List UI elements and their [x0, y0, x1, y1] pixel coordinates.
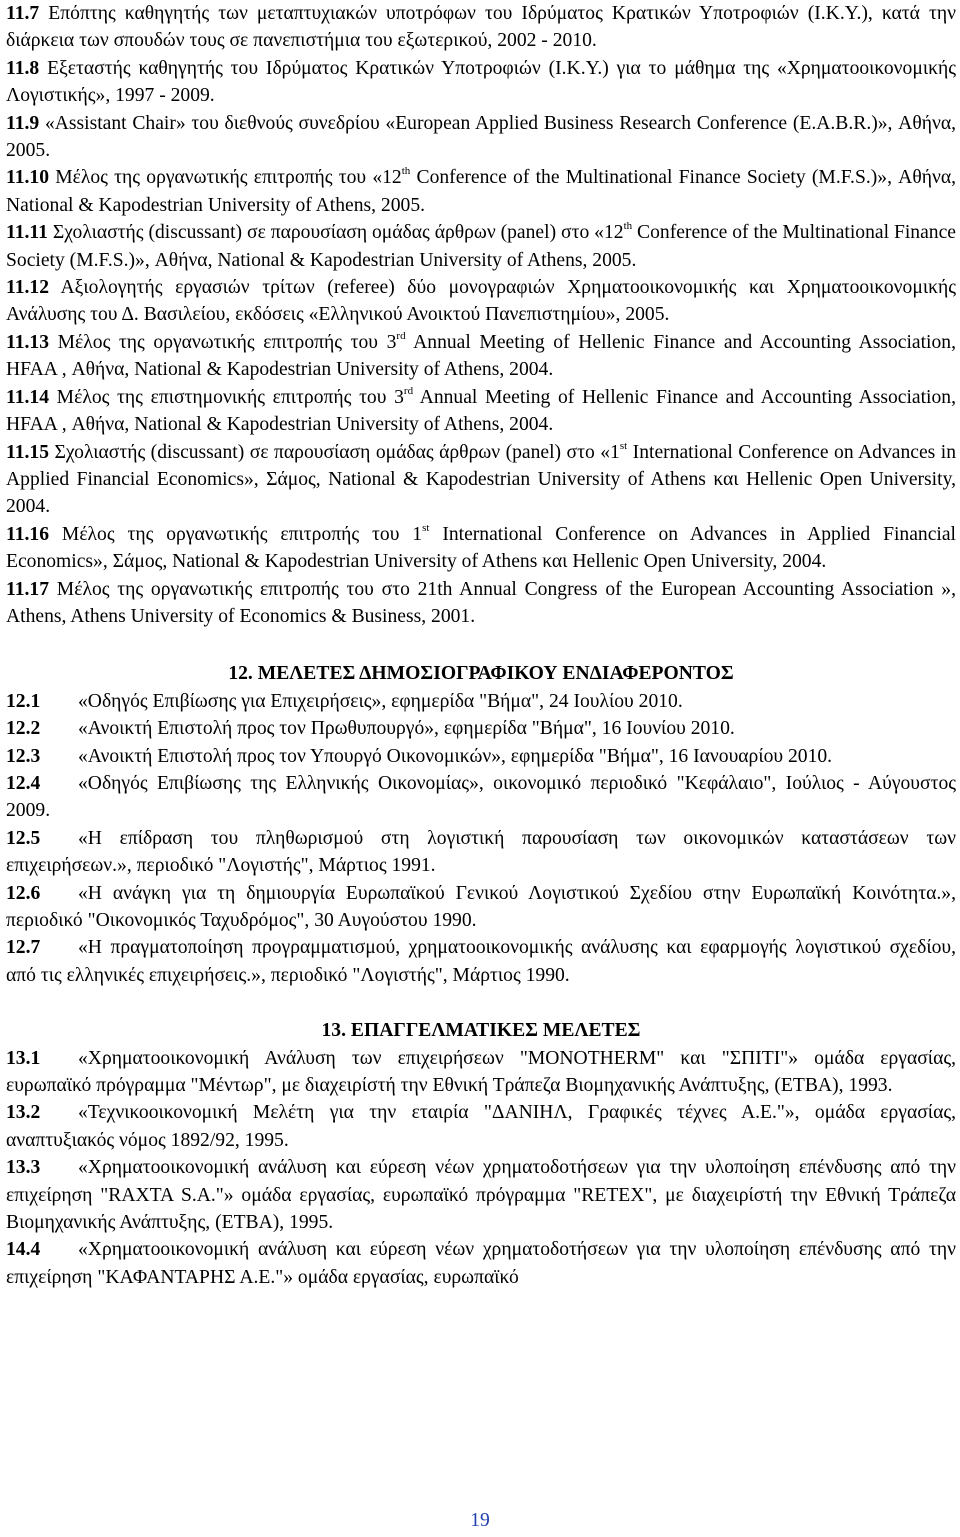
item-text: Εξεταστής καθηγητής του Ιδρύματος Κρατικών Υποτροφιών (Ι.Κ.Υ.) για το μάθημα της «Χρηματοοικονομικής Λογιστικής», 1997 - 2009. [6, 57, 956, 107]
list-item-11-15 [6, 439, 956, 521]
section-heading-12: 12. ΜΕΛΕΤΕΣ ΔΗΜΟΣΙΟΓΡΑΦΙΚΟΥ ΕΝΔΙΑΦΕΡΟΝΤΟΣ [228, 663, 734, 685]
item-number: 12.3 [6, 745, 41, 767]
item-text: Επόπτης καθηγητής των μεταπτυχιακών υποτρόφων του Ιδρύματος Κρατικών Υποτροφιών (Ι.Κ.Υ.), κατά την διάρκεια των σπουδών τους σε πανεπιστήμια του εξωτερικού, 2002 - 2010. [6, 3, 956, 52]
item-number: 11.7 [6, 3, 40, 24]
item-text: «Η πραγματοποίηση προγραμματισμού, χρηματοοικονομικής ανάλυσης και εφαρμογής λογιστικού σχεδίου, από τις ελληνικές επιχειρήσεις.», περιοδικό "Λογιστής", Μάρτιος 1990. [6, 937, 956, 986]
ordinal-suffix: rd [396, 329, 406, 342]
item-number: 11.15 [6, 441, 50, 463]
item-number: 13.2 [6, 1102, 41, 1124]
item-text-pre: Μέλος της επιστημονικής επιτροπής του 3 [49, 386, 404, 408]
list-item-12-7 [6, 934, 956, 989]
list-item-11-16 [6, 521, 956, 576]
item-text-pre: Μέλος της οργανωτικής επιτροπής του 3 [49, 331, 397, 353]
list-item-11-17 [6, 576, 956, 631]
item-text: «Η επίδραση του πληθωρισμού στη λογιστική παρουσίαση των οικονομικών καταστάσεων των επιχειρήσεων.», περιοδικό "Λογιστής", Μάρτιος 1991. [6, 827, 956, 877]
list-item-11-11 [6, 219, 956, 274]
item-text-post: Conference of the Multinational Finance Society (M.F.S.)», Αθήνα, National & Kapodestrian University of Athens, 2005. [6, 167, 956, 216]
list-item-12-2 [6, 715, 956, 742]
item-text: Αξιολογητής εργασιών τρίτων (referee) δύο μονογραφιών Χρηματοοικονομικής και Χρηματοοικονομικής Ανάλυσης του Δ. Βασιλείου, εκδόσεις «Ελληνικού Ανοικτού Πανεπιστημίου», 2005. [6, 277, 956, 326]
list-item-12-1 [6, 688, 956, 715]
list-item-13-1 [6, 1045, 956, 1100]
item-text: «Χρηματοοικονομική ανάλυση και εύρεση νέων χρηματοδοτήσεων για την υλοποίηση επένδυσης από την επιχείρηση "RAXTA S.A."» ομάδα εργασίας, ευρωπαϊκό πρόγραμμα "RETEX", με διαχειρίστή την Εθνική Τράπεζα Βιομηχανικής Ανάπτυξης, (ΕΤΒΑ), 1995. [6, 1157, 956, 1234]
list-item-11-8 [6, 55, 956, 110]
item-text: «Assistant Chair» του διεθνούς συνεδρίου «European Applied Business Research Conference (E.A.B.R.)», Αθήνα, 2005. [6, 112, 956, 162]
list-item-13-2 [6, 1099, 956, 1154]
item-number: 12.6 [6, 882, 41, 904]
list-item-11-12 [6, 274, 956, 329]
item-number: 12.5 [6, 827, 41, 849]
item-text: «Χρηματοοικονομική ανάλυση και εύρεση νέων χρηματοδοτήσεων για την υλοποίηση επένδυσης από την επιχείρηση "ΚΑΦΑΝΤΑΡΗΣ Α.Ε."» ομάδα εργασίας, ευρωπαϊκό [6, 1239, 956, 1288]
ordinal-suffix: th [401, 165, 411, 178]
list-item-12-3 [6, 743, 956, 770]
list-item-11-14 [6, 384, 956, 439]
item-text-post: Conference of the Multinational Finance Society (M.F.S.)», Αθήνα, National & Kapodestrian University of Athens, 2005. [6, 222, 956, 271]
list-item-12-4 [6, 770, 956, 825]
item-text-post: International Conference on Advances in Applied Financial Economics», Σάμος, National & Kapodestrian University of Athens και Hellenic Open University, 2004. [6, 441, 956, 518]
item-number: 11.13 [6, 331, 50, 353]
item-text-pre: Μέλος της οργανωτικής επιτροπής του «12 [49, 167, 402, 189]
item-number: 12.2 [6, 718, 41, 740]
item-text: «Ανοικτή Επιστολή προς τον Υπουργό Οικονομικών», εφημερίδα "Βήμα", 16 Ιανουαρίου 2010. [78, 745, 833, 767]
item-number: 11.16 [6, 523, 50, 545]
document-page [6, 0, 956, 1291]
item-text-pre: Σχολιαστής (discussant) σε παρουσίαση ομάδας άρθρων (panel) στο «1 [49, 441, 620, 463]
page-number: 19 [470, 1510, 490, 1531]
item-number: 13.3 [6, 1157, 41, 1179]
item-number: 14.4 [6, 1239, 41, 1261]
item-number: 11.10 [6, 167, 50, 189]
item-number: 12.7 [6, 937, 41, 959]
item-text-post: Annual Meeting of Hellenic Finance and Accounting Association, HFAA , Αθήνα, National & Kapodestrian University of Athens, 2004. [6, 386, 956, 436]
ordinal-suffix: st [619, 439, 628, 452]
item-number: 11.12 [6, 277, 50, 299]
item-text-pre: Σχολιαστής (discussant) σε παρουσίαση ομάδας άρθρων (panel) στο «12 [47, 222, 624, 244]
list-item-11-10 [6, 164, 956, 219]
item-text-post: Annual Meeting of Hellenic Finance and Accounting Association, HFAA , Αθήνα, National & Kapodestrian University of Athens, 2004. [6, 331, 956, 381]
item-number: 11.14 [6, 386, 50, 408]
item-text-post: International Conference on Advances in Applied Financial Economics», Σάμος, National & Kapodestrian University of Athens και Hellenic Open University, 2004. [6, 523, 956, 573]
item-number: 11.9 [6, 112, 40, 134]
item-text: «Ανοικτή Επιστολή προς τον Πρωθυπουργό», εφημερίδα "Βήμα", 16 Ιουνίου 2010. [78, 718, 735, 740]
ordinal-suffix: rd [403, 384, 414, 397]
item-number: 13.1 [6, 1047, 41, 1069]
item-text: «Οδηγός Επιβίωσης της Ελληνικής Οικονομίας», οικονομικό περιοδικό "Κεφάλαιο", Ιούλιος - Αύγουστος 2009. [6, 772, 956, 822]
ordinal-suffix: th [623, 220, 633, 233]
item-text: «Οδηγός Επιβίωσης για Επιχειρήσεις», εφημερίδα "Βήμα", 24 Ιουλίου 2010. [78, 690, 683, 712]
item-number: 11.8 [6, 57, 40, 79]
list-item-11-13 [6, 329, 956, 384]
ordinal-suffix: st [422, 521, 430, 534]
item-text: «Χρηματοοικονομική Ανάλυση των επιχειρήσεων "MONOTHERM" και "ΣΠΙΤΙ"» ομάδα εργασίας, ευρωπαϊκό πρόγραμμα "Μέντωρ", με διαχειρίστή την Εθνική Τράπεζα Βιομηχανικής Ανάπτυξης, (ΕΤΒΑ), 1993. [6, 1047, 956, 1097]
item-number: 12.4 [6, 772, 41, 794]
list-item-12-6 [6, 880, 956, 935]
item-number: 11.17 [6, 578, 50, 600]
item-number: 11.11 [6, 222, 48, 244]
list-item-11-9 [6, 110, 956, 165]
item-text: «Η ανάγκη για τη δημιουργία Ευρωπαϊκού Γενικού Λογιστικού Σχεδίου στην Ευρωπαϊκή Κοινότητα.», περιοδικό "Οικονομικός Ταχυδρόμος", 30 Αυγούστου 1990. [6, 882, 956, 931]
list-item-13-3 [6, 1154, 956, 1236]
item-text: «Τεχνικοοικονομική Μελέτη για την εταιρία "ΔΑΝΙΗΛ, Γραφικές τέχνες Α.Ε."», ομάδα εργασίας, αναπτυξιακός νόμος 1892/92, 1995. [6, 1102, 956, 1151]
item-number: 12.1 [6, 690, 41, 712]
list-item-11-7 [6, 0, 956, 55]
list-item-12-5 [6, 825, 956, 880]
item-text-pre: Μέλος της οργανωτικής επιτροπής του 1 [49, 523, 423, 545]
list-item-14-4 [6, 1236, 956, 1291]
section-heading-13: 13. ΕΠΑΓΓΕΛΜΑΤΙΚΕΣ ΜΕΛΕΤΕΣ [321, 1020, 641, 1042]
item-text: Μέλος της οργανωτικής επιτροπής του στο 21th Annual Congress of the European Accounting Association », Athens, Athens University of Economics & Business, 2001. [6, 578, 956, 627]
